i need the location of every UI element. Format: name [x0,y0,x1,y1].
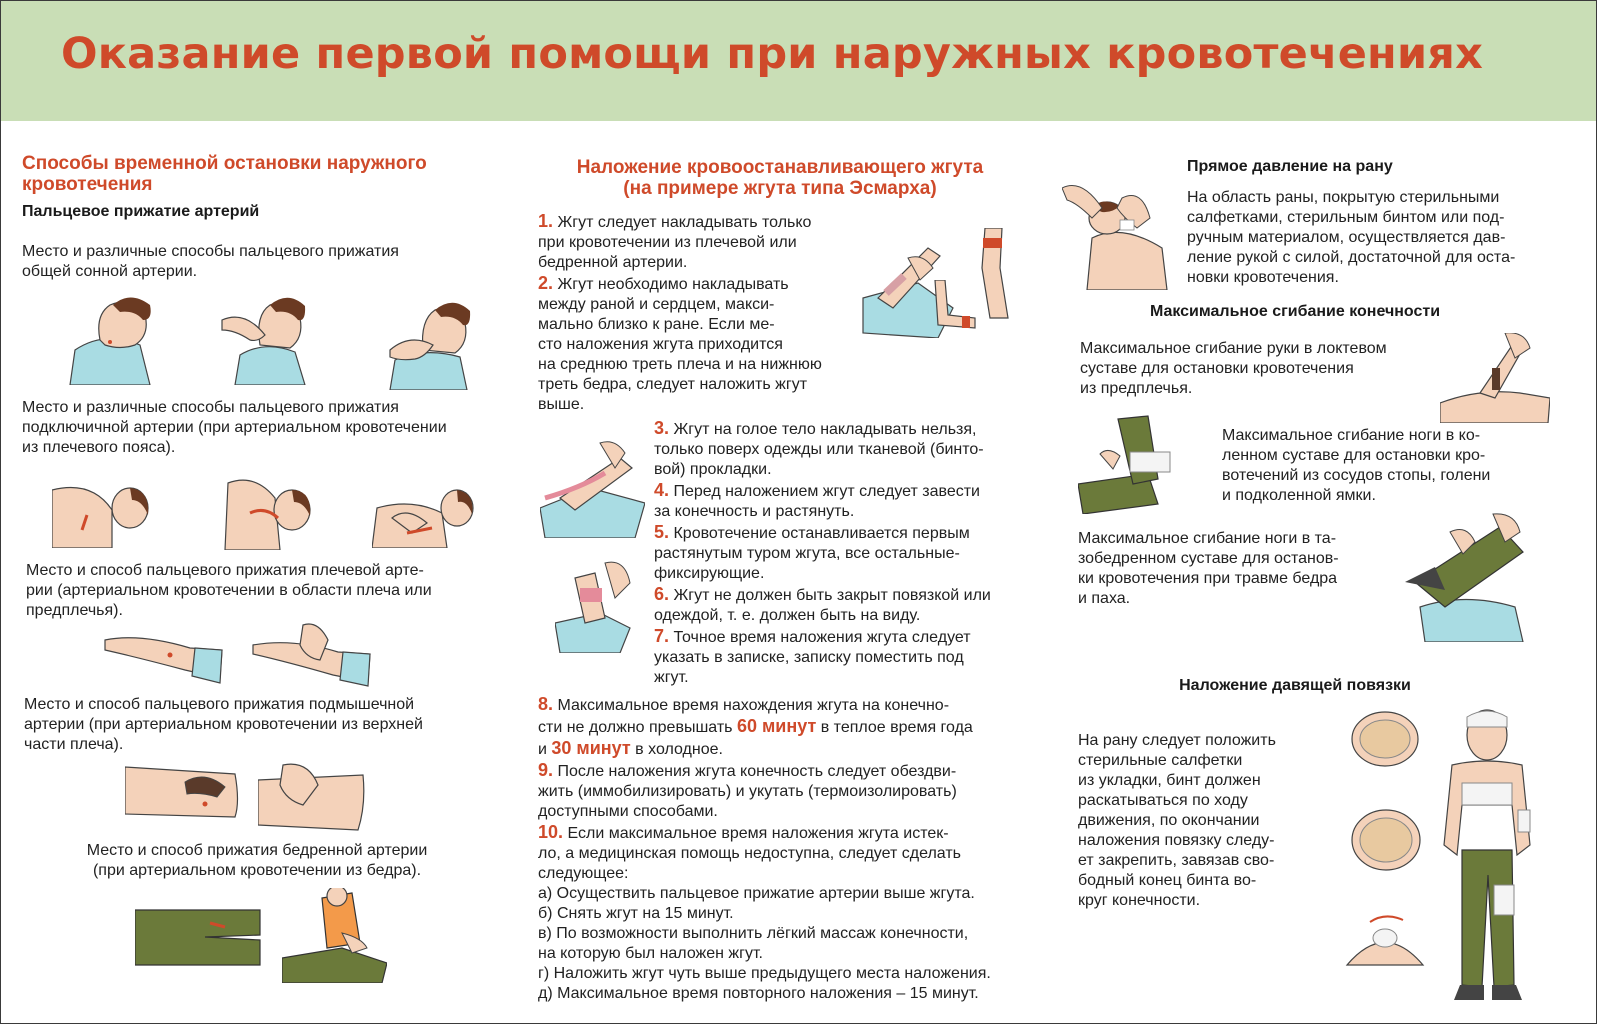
rule-text: После наложения жгута конечность следует обездви- [557,763,957,780]
flex-knee-text [1222,426,1490,506]
text-line: бодный конец бинта во- [1078,872,1257,889]
subclavian-illustration-1 [52,470,152,548]
text-line: ет закрепить, завязав сво- [1078,852,1275,869]
text-line: Максимальное сгибание ноги в ко- [1222,427,1481,444]
rule-text: бедренной артерии. [538,254,688,271]
text-line: новки кровотечения. [1187,269,1339,286]
tourniquet-heading-line: Наложение кровоостанавливающего жгута [576,157,984,178]
sub-step: а) Осуществить пальцевое прижатие артерии выше жгута. [538,885,975,902]
subclavian-illustration-3 [372,478,477,548]
text-line: Максимальное сгибание руки в локтевом [1080,340,1387,357]
rule-item-10 [538,822,991,844]
subclavian-illustration-2 [220,468,315,550]
tourniquet-heading-line: (на примере жгута типа Эсмарха) [623,178,937,199]
rule-text: следующее: [538,865,629,882]
finger-pressure-heading: Пальцевое прижатие артерий [22,203,260,220]
rule-text [538,716,991,738]
rule-text: треть бедра, следует наложить жгут [538,376,808,393]
text-line: зобедренном суставе для останов- [1078,550,1339,567]
carotid-illustration-1 [65,290,155,385]
rule-text: растянутым туром жгута, все остальные- [654,545,960,562]
flexion-heading: Максимальное сгибание конечности [1149,303,1441,320]
title-banner [1,1,1596,121]
text-line: из предплечья. [1080,380,1193,397]
sub-step: в) По возможности выполнить лёгкий массаж конечности, [538,925,969,942]
text-line: суставе для остановки кровотечения [1080,360,1354,377]
rule-item-5 [654,522,991,544]
rule-text: между раной и сердцем, макси- [538,296,775,313]
tourniquet-tie-illustration [555,558,635,653]
rule-item-9 [538,760,991,782]
left-heading-line: Способы временной остановки наружного [22,153,427,174]
text-line: раскатываться по ходу [1078,792,1248,809]
left-heading [22,153,427,195]
pressure-bandage-text [1078,731,1276,911]
flex-hip-illustration [1405,512,1527,642]
direct-pressure-text [1187,188,1515,288]
rule-text: выше. [538,396,585,413]
rule-text: Если максимальное время наложения жгута истек- [567,825,949,842]
text-line: ки кровотечения при травме бедра [1078,570,1338,587]
pressure-bandage-heading: Наложение давящей повязки [1179,677,1411,694]
subclavian-caption [22,398,447,458]
rule-text: доступными способами. [538,803,718,820]
tourniquet-wrap-illustration [540,438,645,538]
rule-text: Жгут не должен быть закрыт повязкой или [673,587,991,604]
flex-hip-text [1078,529,1339,609]
rule-number: 4. [654,480,670,500]
brachial-caption [26,561,432,621]
rule-item-8 [538,694,991,716]
rule-text: Жгут необходимо накладывать [557,276,789,293]
rule-item-6 [654,584,991,606]
caption-line: рии (артериальном кровотечении в области плеча или [26,582,432,599]
rule-item-2 [538,273,822,295]
rule-item-1 [538,211,822,233]
femoral-caption [22,841,492,881]
rule-item-3 [654,418,991,440]
flex-arm-text [1080,339,1387,399]
rule-text: вой) прокладки. [654,461,772,478]
tourniquet-arm-illustration [930,280,980,330]
direct-pressure-illustration [1062,178,1174,290]
left-heading-line: кровотечения [22,174,153,195]
carotid-caption [22,242,399,282]
caption-line: Место и способ пальцевого прижатия плечевой арте- [26,562,424,579]
rule-number: 1. [538,211,554,231]
caption-line: Место и различные способы пальцевого прижатия [22,243,399,260]
sub-step: д) Максимальное время повторного наложения – 15 минут. [538,985,979,1002]
caption-line: Место и способ прижатия бедренной артерии [86,842,428,859]
direct-pressure-heading: Прямое давление на рану [1187,158,1393,175]
sub-step: на которую был наложен жгут. [538,945,763,962]
sub-step: г) Наложить жгут чуть выше предыдущего места наложения. [538,965,991,982]
tourniquet-rules-8-10 [538,694,991,1004]
carotid-illustration-3 [385,295,475,390]
rule-text: ло, а медицинская помощь недоступна, следует сделать [538,845,962,862]
rule-text: одеждой, т. е. должен быть на виду. [654,607,921,624]
text-line: движения, по окончании [1078,812,1260,829]
text-line: из укладки, бинт должен [1078,772,1261,789]
rule-number: 7. [654,626,670,646]
caption-line: общей сонной артерии. [22,263,198,280]
caption-line: из плечевого пояса). [22,439,176,456]
rule-text: фиксирующие. [654,565,765,582]
caption-line: части плеча). [24,736,124,753]
time-limit-warm: 60 минут [736,716,817,736]
rule-text: за конечность и растянуть. [654,503,855,520]
rule-text: Максимальное время нахождения жгута на конечно- [557,697,950,714]
text-line: наложения повязку следу- [1078,832,1275,849]
text-line: Максимальное сгибание ноги в та- [1078,530,1337,547]
rule-text: указать в записке, записку поместить под [654,649,964,666]
rule-text: Точное время наложения жгута следует [673,629,971,646]
tourniquet-heading [535,157,1025,199]
femoral-illustration-1 [135,905,265,971]
rule-text: только поверх одежды или тканевой (бинто- [654,441,984,458]
rule-number: 6. [654,584,670,604]
text-line: На рану следует положить [1078,732,1276,749]
brachial-illustration-1 [100,628,225,686]
rule-number: 2. [538,273,554,293]
rule-number: 3. [654,418,670,438]
bandaged-figure-illustration [1432,705,1542,1005]
caption-line: артерии (при артериальном кровотечении из верхней [24,716,423,733]
rule-text: Жгут на голое тело накладывать нельзя, [673,421,977,438]
bandage-step-1-illustration [1350,710,1420,768]
rule-text: Кровотечение останавливается первым [673,525,970,542]
rule-text: при кровотечении из плечевой или [538,234,797,251]
text-line: вотечений из сосудов стопы, голени [1222,467,1491,484]
caption-line: Место и различные способы пальцевого прижатия [22,399,399,416]
rule-text: в холодное. [635,741,723,758]
rule-text: на среднюю треть плеча и на нижнюю [538,356,822,373]
tourniquet-rules-1-2 [538,211,822,415]
text-line: ручным материалом, осуществляется дав- [1187,229,1506,246]
text-line: ление рукой с силой, достаточной для оста- [1187,249,1516,266]
rule-text [538,738,991,760]
rule-text: мально близко к ране. Если ме- [538,316,775,333]
text-line: круг конечности. [1078,892,1201,909]
rule-text: жгут. [654,669,689,686]
rule-number: 10. [538,822,564,842]
bandage-step-2-illustration [1350,808,1422,873]
axillary-illustration-1 [125,762,240,822]
rule-text: Перед наложением жгут следует завести [673,483,980,500]
caption-line: подключичной артерии (при артериальном кровотечении [22,419,447,436]
flex-arm-illustration [1440,333,1550,423]
text-line: ленном суставе для остановки кро- [1222,447,1486,464]
rule-number: 5. [654,522,670,542]
rule-text: в теплое время года [820,719,973,736]
rule-number: 9. [538,760,554,780]
flex-knee-illustration [1078,414,1190,514]
sub-step: б) Снять жгут на 15 минут. [538,905,734,922]
text-line: стерильные салфетки [1078,752,1243,769]
rule-text: жить (иммобилизировать) и укутать (термоизолировать) [538,783,957,800]
rule-item-4 [654,480,991,502]
rule-text: сти не должно превышать [538,719,733,736]
text-line: и подколенной ямки. [1222,487,1376,504]
bandage-step-3-illustration [1345,910,1425,968]
rule-text: Жгут следует накладывать только [557,214,812,231]
text-line: На область раны, покрытую стерильными [1187,189,1500,206]
rule-item-7 [654,626,991,648]
rule-text: сто наложения жгута приходится [538,336,783,353]
text-line: и паха. [1078,590,1131,607]
carotid-illustration-2 [220,290,310,385]
femoral-illustration-2 [282,888,387,983]
caption-line: Место и способ пальцевого прижатия подмышечной [24,696,415,713]
time-limit-cold: 30 минут [551,738,631,758]
caption-line: предплечья). [26,602,123,619]
rule-number: 8. [538,694,554,714]
page-title: Оказание первой помощи при наружных кровотечениях [61,29,1484,79]
rule-text: и [538,741,547,758]
text-line: салфетками, стерильным бинтом или под- [1187,209,1505,226]
tourniquet-rules-3-7 [654,418,991,688]
axillary-caption [24,695,423,755]
axillary-illustration-2 [258,760,366,832]
caption-line: (при артериальном кровотечении из бедра). [92,862,422,879]
brachial-illustration-2 [248,620,373,688]
